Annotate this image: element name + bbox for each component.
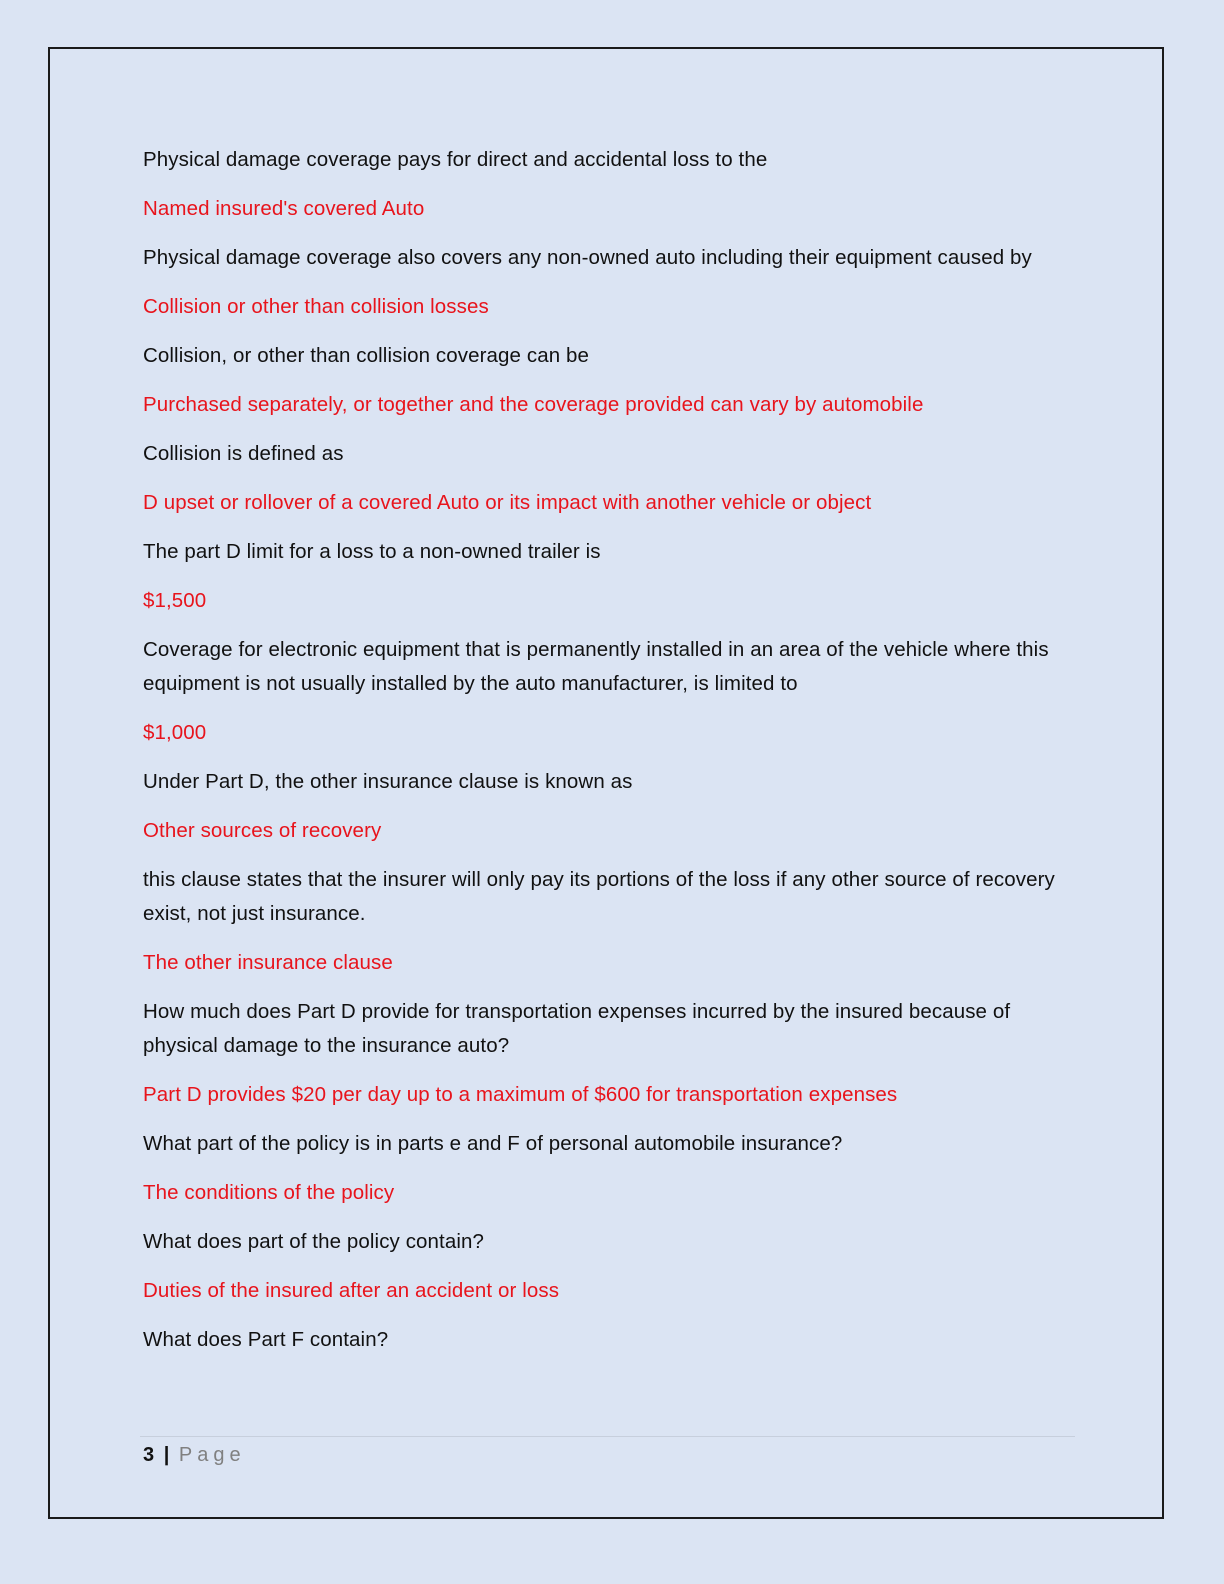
question-text: What does part of the policy contain? bbox=[143, 1230, 485, 1253]
answer-text: Other sources of recovery bbox=[143, 819, 382, 842]
question-text: Collision is defined as bbox=[143, 442, 344, 465]
page-number: 3 bbox=[143, 1444, 155, 1466]
question-text: Collision, or other than collision coverage can be bbox=[143, 344, 589, 367]
answer-text: $1,000 bbox=[143, 721, 207, 744]
question-text: What part of the policy is in parts e and F of personal automobile insurance? bbox=[143, 1132, 843, 1155]
answer-text: Named insured's covered Auto bbox=[143, 197, 425, 220]
question-text: this clause states that the insurer will only pay its portions of the loss if any other source of recovery exist, not just insurance. bbox=[143, 868, 1055, 925]
answer-text: The conditions of the policy bbox=[143, 1181, 395, 1204]
answer-text: $1,500 bbox=[143, 589, 207, 612]
answer-text: The other insurance clause bbox=[143, 951, 393, 974]
answer-text: Purchased separately, or together and the coverage provided can vary by automobile bbox=[143, 393, 924, 416]
answer-text: Collision or other than collision losses bbox=[143, 295, 489, 318]
page-label: Page bbox=[178, 1444, 246, 1466]
question-text: Coverage for electronic equipment that is permanently installed in an area of the vehicle where this equipment is not usually installed by the auto manufacturer, is limited to bbox=[143, 638, 1049, 695]
question-text: How much does Part D provide for transportation expenses incurred by the insured because of physical damage to the insurance auto? bbox=[143, 1000, 1011, 1057]
footer-separator: | bbox=[163, 1444, 170, 1466]
question-text: Physical damage coverage pays for direct and accidental loss to the bbox=[143, 148, 768, 171]
question-text: Physical damage coverage also covers any non-owned auto including their equipment caused by bbox=[143, 246, 1032, 269]
question-text: The part D limit for a loss to a non-owned trailer is bbox=[143, 540, 601, 563]
document-body bbox=[143, 143, 1078, 1372]
page-footer bbox=[143, 1440, 246, 1470]
answer-text: D upset or rollover of a covered Auto or its impact with another vehicle or object bbox=[143, 491, 872, 514]
footer-divider bbox=[140, 1436, 1075, 1437]
question-text: Under Part D, the other insurance clause is known as bbox=[143, 770, 633, 793]
question-text: What does Part F contain? bbox=[143, 1328, 389, 1351]
answer-text: Part D provides $20 per day up to a maximum of $600 for transportation expenses bbox=[143, 1083, 898, 1106]
answer-text: Duties of the insured after an accident or loss bbox=[143, 1279, 560, 1302]
